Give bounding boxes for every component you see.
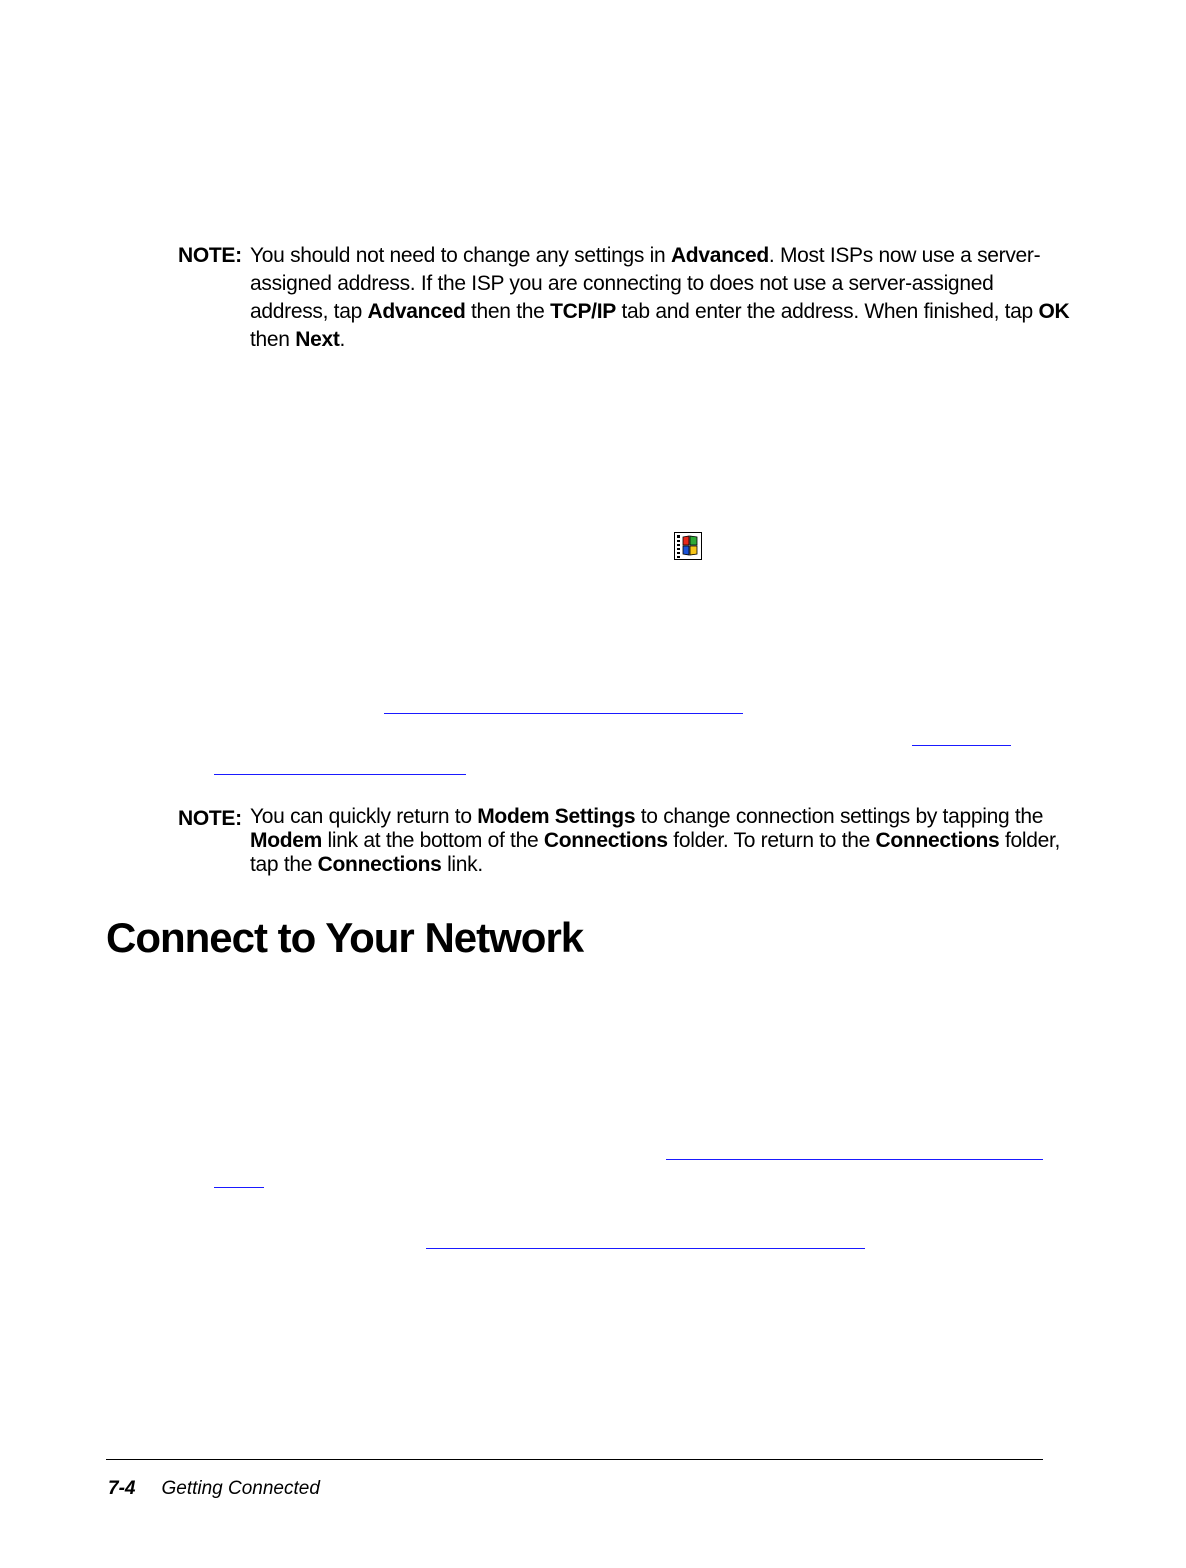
- windows-start-flag-icon: [674, 532, 702, 560]
- next-term: Next: [295, 328, 340, 351]
- modem-term: Modem: [250, 829, 323, 852]
- footer-rule: [106, 1459, 1043, 1460]
- connections-term: Connections: [543, 829, 668, 852]
- advanced-term: Advanced: [367, 300, 466, 323]
- connections-term: Connections: [317, 853, 442, 876]
- hyperlink-underline[interactable]: [214, 774, 466, 775]
- page-number: 7-4: [108, 1478, 136, 1499]
- hyperlink-underline[interactable]: [384, 713, 743, 714]
- note-line: You can quickly return to Modem Settings to change connection settings by tapping the: [250, 805, 1044, 828]
- note-body: [250, 242, 1070, 354]
- hyperlink-underline[interactable]: [912, 745, 1011, 746]
- note-line: assigned address. If the ISP you are connecting to does not use a server-assigned: [250, 272, 994, 295]
- note-line: then Next.: [250, 328, 346, 351]
- connections-term: Connections: [875, 829, 1000, 852]
- note-line: address, tap Advanced then the TCP/IP tab and enter the address. When finished, tap OK: [250, 300, 1070, 323]
- note-line: You should not need to change any settings in Advanced. Most ISPs now use a server-: [250, 244, 1041, 267]
- chapter-title: Getting Connected: [161, 1478, 320, 1499]
- page-footer: [108, 1476, 320, 1502]
- note-label: NOTE:: [178, 244, 242, 267]
- tcpip-term: TCP/IP: [550, 300, 616, 323]
- hyperlink-underline[interactable]: [666, 1159, 1043, 1160]
- ok-term: OK: [1038, 300, 1070, 323]
- note-label: NOTE:: [178, 807, 242, 830]
- note-body: [250, 805, 1061, 877]
- hyperlink-underline[interactable]: [214, 1187, 264, 1188]
- section-heading: Connect to Your Network: [106, 914, 584, 961]
- note-line: Modem link at the bottom of the Connections folder. To return to the Connections folder,: [250, 829, 1061, 852]
- modem-settings-term: Modem Settings: [477, 805, 636, 828]
- hyperlink-underline[interactable]: [426, 1248, 865, 1249]
- note-line: tap the Connections link.: [250, 853, 483, 876]
- advanced-term: Advanced: [670, 244, 769, 267]
